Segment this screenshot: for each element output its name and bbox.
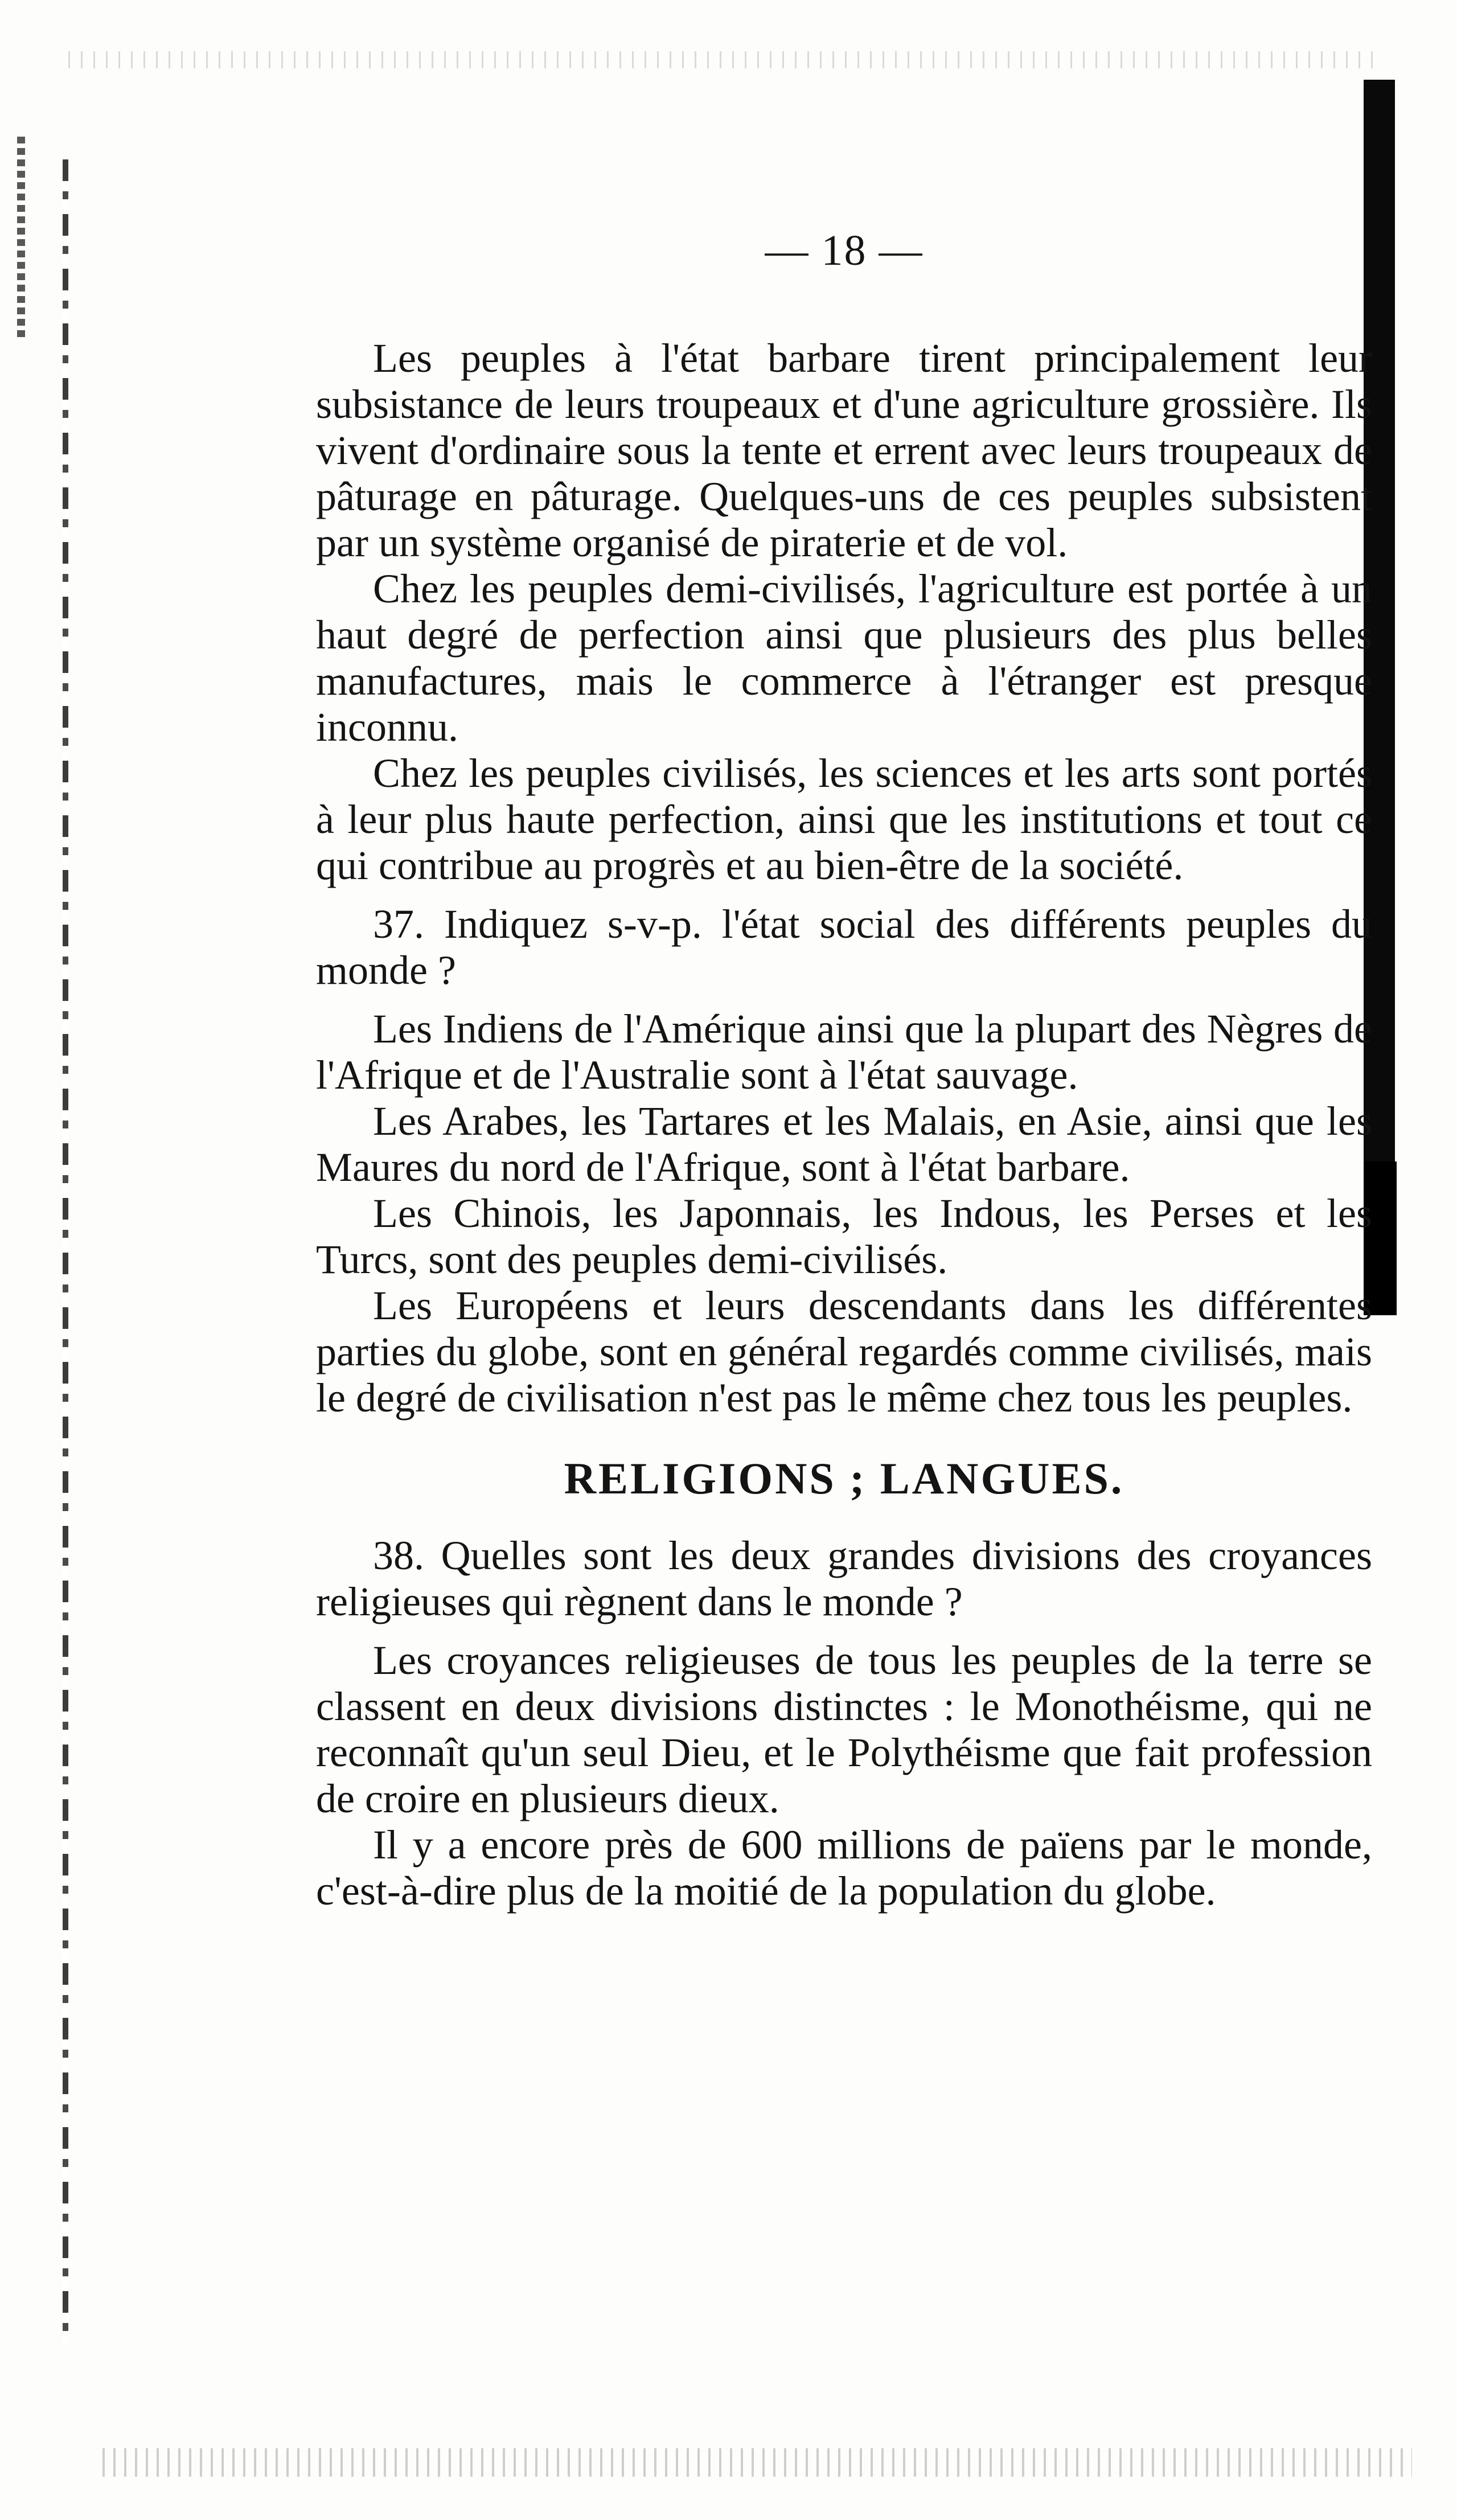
paragraph: Les Européens et leurs descendants dans les différentes parties du globe, sont en général regardés comme civilisés, mais le degré de civilisation n'est pas le même chez tous les peuples. xyxy=(316,1283,1372,1421)
question-37: 37. Indiquez s-v-p. l'état social des différents peuples du monde ? xyxy=(316,901,1372,993)
paragraph: Chez les peuples demi-civilisés, l'agriculture est portée à un haut degré de perfection ainsi que plusieurs des plus belles manufactures, mais le commerce à l'étranger est presque inconnu. xyxy=(316,566,1372,750)
scan-noise-top xyxy=(68,51,1378,68)
scan-edge-mark xyxy=(17,137,25,342)
paragraph: Les Arabes, les Tartares et les Malais, en Asie, ainsi que les Maures du nord de l'Afrique, sont à l'état barbare. xyxy=(316,1098,1372,1190)
scan-noise-bottom xyxy=(102,2448,1412,2477)
paragraph: Les peuples à l'état barbare tirent principalement leur subsistance de leurs troupeaux et d'une agriculture grossière. Ils vivent d'ordinaire sous la tente et errent avec leurs troupeaux de pâturage en pâturage. Quelques-uns de ces peuples subsistent par un système organisé de piraterie et de vol. xyxy=(316,335,1372,565)
paragraph: Il y a encore près de 600 millions de païens par le monde, c'est-à-dire plus de la moitié de la population du globe. xyxy=(316,1822,1372,1914)
page-number: — 18 — xyxy=(765,227,924,274)
paragraph: Les croyances religieuses de tous les peuples de la terre se classent en deux divisions distinctes : le Monothéisme, qui ne reconnaît qu'un seul Dieu, et le Polythéisme que fait profession de croire en plusieurs dieux. xyxy=(316,1637,1372,1821)
section-heading: RELIGIONS ; LANGUES. xyxy=(564,1454,1124,1503)
question-38: 38. Quelles sont les deux grandes divisions des croyances religieuses qui règnent dans le monde ? xyxy=(316,1533,1372,1624)
paragraph: Les Chinois, les Japonnais, les Indous, les Perses et les Turcs, sont des peuples demi-civilisés. xyxy=(316,1191,1372,1282)
page-text xyxy=(316,228,1372,1914)
scan-left-edge xyxy=(63,159,68,2346)
paragraph: Les Indiens de l'Amérique ainsi que la plupart des Nègres de l'Afrique et de l'Australie sont à l'état sauvage. xyxy=(316,1006,1372,1098)
paragraph: Chez les peuples civilisés, les sciences et les arts sont portés à leur plus haute perfection, ainsi que les institutions et tout ce qui contribue au progrès et au bien-être de la société. xyxy=(316,750,1372,888)
